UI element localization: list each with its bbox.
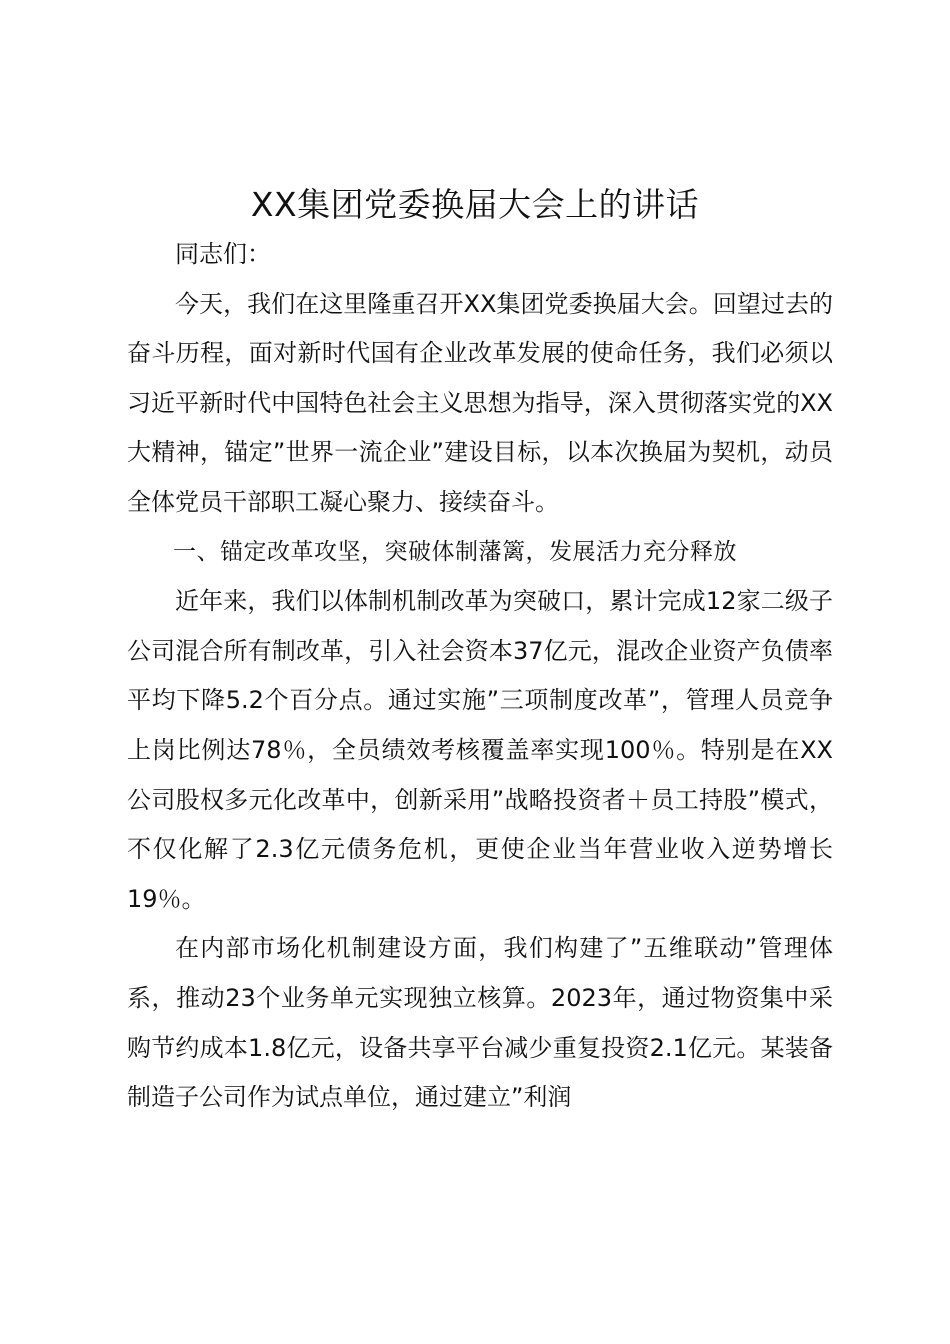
- document-body: [127, 230, 833, 1123]
- salutation: 同志们：: [175, 240, 271, 268]
- section-1-paragraph-2: 在内部市场化机制建设方面，我们构建了”五维联动”管理体系，推动23个业务单元实现独立核算。2023年，通过物资集中采购节约成本1.8亿元，设备共享平台减少重复投资2.1亿元。某装备制造子公司作为试点单位，通过建立”利润: [127, 934, 833, 1112]
- intro-paragraph: 今天，我们在这里隆重召开XX集团党委换届大会。回望过去的奋斗历程，面对新时代国有企业改革发展的使命任务，我们必须以习近平新时代中国特色社会主义思想为指导，深入贯彻落实党的XX大精神，锚定”世界一流企业”建设目标，以本次换届为契机，动员全体党员干部职工凝心聚力、接续奋斗。: [127, 289, 833, 516]
- section-heading-1: 一、锚定改革攻坚，突破体制藩篱，发展活力充分释放: [173, 538, 737, 565]
- document-title: XX集团党委换届大会上的讲话: [250, 185, 700, 224]
- section-1-paragraph-1: 近年来，我们以体制机制改革为突破口，累计完成12家二级子公司混合所有制改革，引入社会资本37亿元，混改企业资产负债率平均下降5.2个百分点。通过实施”三项制度改革”，管理人员竞争上岗比例达78％，全员绩效考核覆盖率实现100％。特别是在XX公司股权多元化改革中，创新采用”战略投资者＋员工持股”模式，不仅化解了2.3亿元债务危机，更使企业当年营业收入逆势增长19％。: [127, 587, 833, 913]
